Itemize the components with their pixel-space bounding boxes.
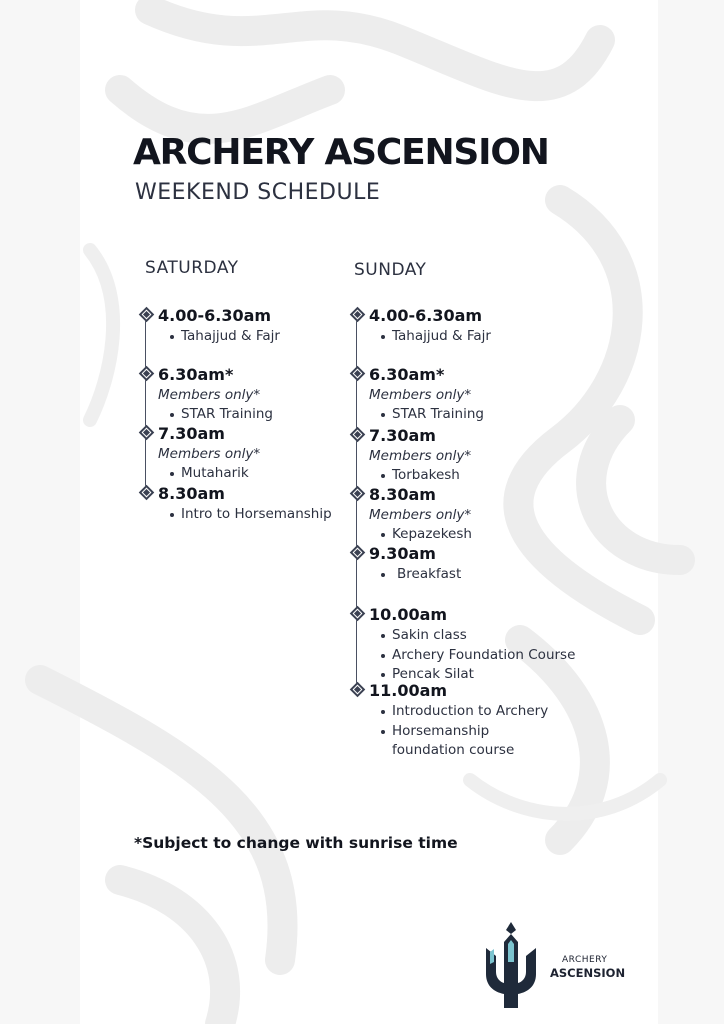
slot-time: 9.30am xyxy=(369,544,436,563)
schedule-slot xyxy=(158,424,260,484)
activity-item: Kepazekesh xyxy=(369,525,472,545)
activity-item-continuation: foundation course xyxy=(392,742,515,758)
members-note: Members only* xyxy=(158,387,261,403)
activity-list xyxy=(158,405,273,425)
activity-list xyxy=(369,466,471,486)
schedule-slot xyxy=(369,681,548,761)
slot-time: 10.00am xyxy=(369,605,448,624)
members-note: Members only* xyxy=(158,446,261,462)
activity-item: STAR Training xyxy=(369,405,484,425)
activity-item: Tahajjud & Fajr xyxy=(158,327,280,347)
page-title: ARCHERY ASCENSION xyxy=(133,132,549,173)
slot-time: 7.30am xyxy=(158,424,225,443)
activity-list xyxy=(369,327,491,347)
activity-list xyxy=(369,626,575,685)
activity-item: Introduction to Archery xyxy=(369,702,548,722)
members-note: Members only* xyxy=(369,448,472,464)
schedule-slot xyxy=(369,306,491,347)
activity-list xyxy=(158,327,280,347)
schedule-slot xyxy=(369,485,472,545)
schedule-slot xyxy=(158,484,332,525)
activity-list xyxy=(158,464,260,484)
activity-list xyxy=(158,505,332,525)
activity-item: Breakfast xyxy=(369,565,461,585)
members-note: Members only* xyxy=(369,507,472,523)
sunrise-disclaimer: *Subject to change with sunrise time xyxy=(134,834,458,852)
activity-item: Torbakesh xyxy=(369,466,471,486)
timeline-line xyxy=(145,316,146,494)
trident-logo-icon xyxy=(480,922,542,1008)
activity-item: STAR Training xyxy=(158,405,273,425)
activity-list xyxy=(369,525,472,545)
activity-item: Horsemanship xyxy=(369,722,548,742)
activity-item: Intro to Horsemanship xyxy=(158,505,332,525)
schedule-slot xyxy=(369,605,575,685)
activity-item: Mutaharik xyxy=(158,464,260,484)
logo-text-archery: ARCHERY xyxy=(562,955,608,965)
activity-item: Archery Foundation Course xyxy=(369,646,575,666)
activity-list xyxy=(369,702,548,761)
activity-list xyxy=(369,405,484,425)
schedule-slot xyxy=(369,426,471,486)
schedule-slot xyxy=(369,544,461,585)
slot-time: 11.00am xyxy=(369,681,448,700)
slot-time: 4.00-6.30am xyxy=(158,306,272,325)
slot-time: 6.30am* xyxy=(369,365,445,384)
activity-item: Sakin class xyxy=(369,626,575,646)
slot-time: 8.30am xyxy=(158,484,225,503)
members-note: Members only* xyxy=(369,387,472,403)
slot-time: 7.30am xyxy=(369,426,436,445)
slot-time: 4.00-6.30am xyxy=(369,306,483,325)
saturday-heading: SATURDAY xyxy=(145,258,239,278)
schedule-slot xyxy=(158,306,280,347)
schedule-slot xyxy=(158,365,273,425)
activity-item: Tahajjud & Fajr xyxy=(369,327,491,347)
slot-time: 8.30am xyxy=(369,485,436,504)
sunday-heading: SUNDAY xyxy=(354,260,427,280)
logo-text-ascension: ASCENSION xyxy=(550,966,626,980)
page-subtitle: WEEKEND SCHEDULE xyxy=(135,180,381,205)
slot-time: 6.30am* xyxy=(158,365,234,384)
activity-list xyxy=(369,565,461,585)
activity-item: Pencak Silat xyxy=(369,665,575,685)
schedule-slot xyxy=(369,365,484,425)
